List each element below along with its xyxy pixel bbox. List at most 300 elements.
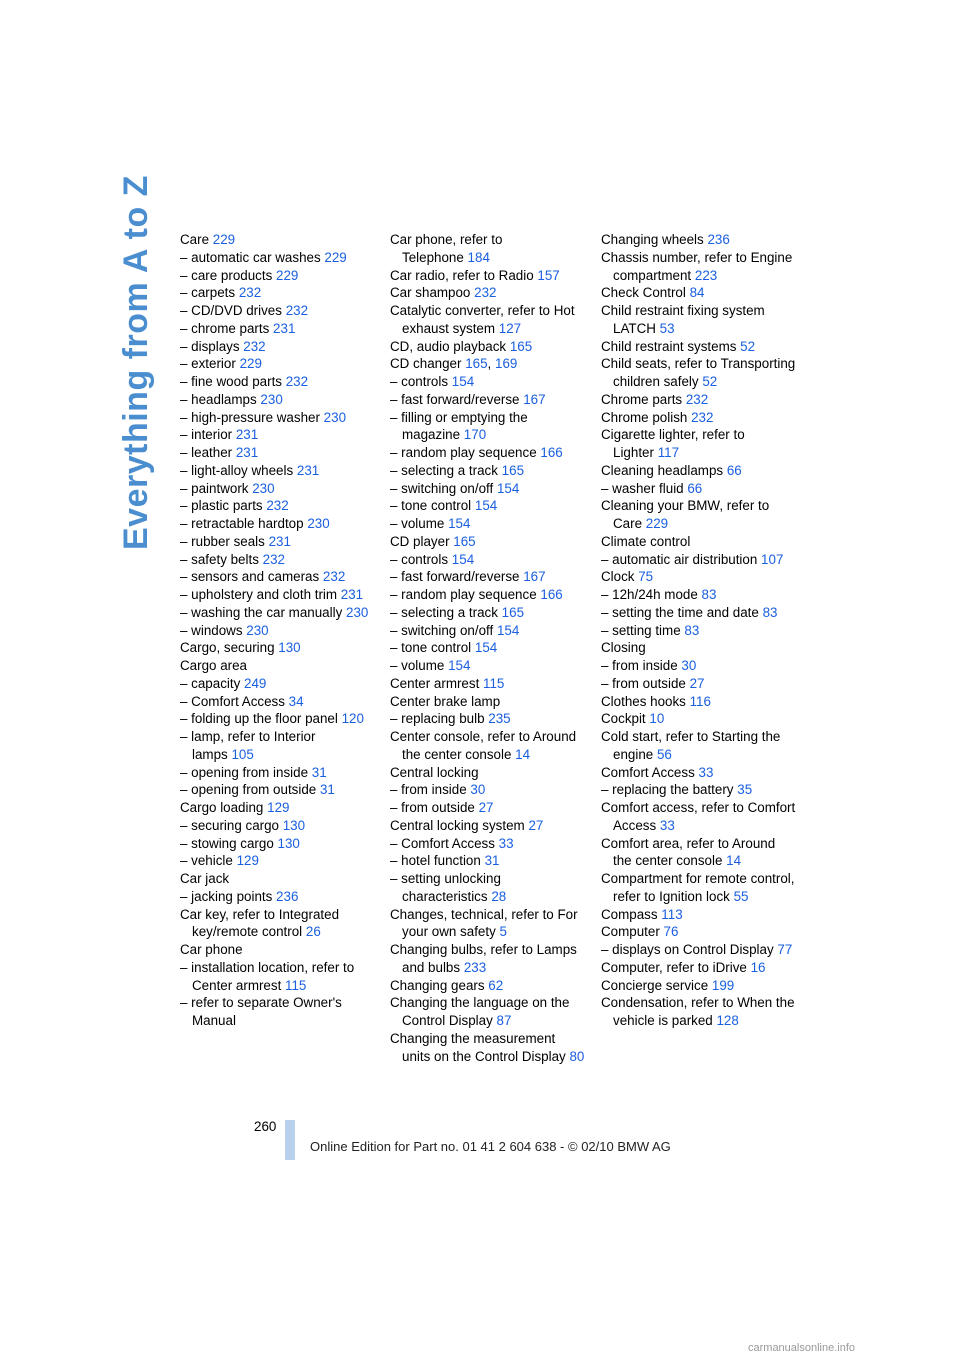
index-entry <box>390 533 585 551</box>
index-term: – stowing cargo <box>180 835 274 851</box>
page-reference-link[interactable]: 66 <box>726 462 742 478</box>
index-term: – hotel function <box>390 853 481 869</box>
page-reference-link[interactable]: 113 <box>661 906 683 922</box>
index-term: Car radio, refer to Radio <box>390 267 534 283</box>
index-term: – care products <box>180 267 273 283</box>
index-column-2 <box>390 231 585 1065</box>
index-entry <box>601 675 796 693</box>
index-term: – carpets <box>180 285 236 301</box>
index-entry <box>601 923 796 941</box>
index-term: – vehicle <box>180 853 233 869</box>
index-term: – selecting a track <box>390 604 498 620</box>
page-reference-link[interactable]: 53 <box>659 320 675 336</box>
page-reference-link[interactable]: 75 <box>638 569 654 585</box>
page-reference-link[interactable]: 165 <box>509 338 533 354</box>
index-entry <box>601 657 796 675</box>
index-entry <box>601 497 796 533</box>
index-entry <box>180 888 375 906</box>
index-term: Child restraint systems <box>601 338 737 354</box>
index-entry <box>390 835 585 853</box>
index-entry <box>390 764 585 782</box>
index-term: – fast forward/reverse <box>390 391 520 407</box>
page-reference-link[interactable]: 154 <box>448 516 471 531</box>
page-reference-link[interactable]: 166 <box>540 587 563 602</box>
index-entry <box>390 994 585 1030</box>
page-reference-link[interactable]: 232 <box>266 498 289 514</box>
index-entry <box>390 977 585 995</box>
page-reference-link[interactable]: 130 <box>278 640 301 656</box>
index-entry <box>390 373 585 391</box>
index-term: – upholstery and cloth trim <box>180 587 338 602</box>
index-term: Check Control <box>601 285 686 301</box>
page-reference-link[interactable]: 166 <box>540 445 563 460</box>
index-term: Center brake lamp <box>390 693 501 709</box>
index-term: Car key, refer to Integrated key/remote control <box>180 906 340 940</box>
index-entry <box>390 604 585 622</box>
page-reference-link[interactable]: 231 <box>296 462 320 478</box>
page-reference-link[interactable]: 27 <box>689 675 705 691</box>
page-reference-link[interactable]: 34 <box>288 693 304 709</box>
index-entry <box>180 373 375 391</box>
page-reference-link[interactable]: 10 <box>649 711 665 727</box>
footer-edition-text: Online Edition for Part no. 01 41 2 604 638 - © 02/10 BMW AG <box>310 1139 671 1154</box>
index-term: – exterior <box>180 356 236 372</box>
index-entry <box>180 817 375 835</box>
index-entry <box>390 781 585 799</box>
index-entry <box>601 586 796 604</box>
watermark-text: carmanualsonline.info <box>748 1342 856 1354</box>
index-term: Chassis number, refer to Engine compartment <box>601 249 793 283</box>
index-entry <box>390 515 585 533</box>
page-reference-link[interactable]: 229 <box>212 232 236 247</box>
index-term: CD changer <box>390 356 462 372</box>
page-reference-link[interactable]: 33 <box>698 764 714 780</box>
page-reference-link[interactable]: 52 <box>702 374 718 389</box>
page-reference-link[interactable]: 230 <box>260 391 283 407</box>
index-entry <box>601 338 796 356</box>
page-reference-link[interactable]: 231 <box>340 587 364 602</box>
index-entry <box>390 1030 585 1066</box>
page-reference-link[interactable]: 83 <box>762 604 778 620</box>
footer-accent-bar <box>285 1120 295 1160</box>
page-reference-link[interactable]: 167 <box>523 391 546 407</box>
page-reference-link[interactable]: 236 <box>707 232 730 247</box>
page-reference-link[interactable]: 129 <box>267 800 290 815</box>
index-term: Compass <box>601 906 658 922</box>
index-entry <box>390 728 585 764</box>
index-term: – from inside <box>390 782 467 798</box>
index-term: – jacking points <box>180 888 273 904</box>
index-term: – plastic parts <box>180 498 263 514</box>
index-entry <box>180 338 375 356</box>
page-reference-link[interactable]: 35 <box>737 782 753 798</box>
page-reference-link[interactable]: 232 <box>285 374 309 389</box>
index-term: – from outside <box>601 675 686 691</box>
index-entry <box>180 639 375 657</box>
page-reference-link[interactable]: 231 <box>268 533 291 549</box>
page-reference-link[interactable]: 229 <box>276 267 299 283</box>
page-reference-link[interactable]: 232 <box>322 569 346 585</box>
page-reference-link[interactable]: 30 <box>681 658 697 673</box>
index-term: Cleaning headlamps <box>601 462 724 478</box>
page-reference-link[interactable]: 232 <box>474 285 497 301</box>
index-entry <box>601 249 796 285</box>
index-term: Car shampoo <box>390 285 471 301</box>
index-term: – Comfort Access <box>180 693 285 709</box>
page-reference-link[interactable]: 230 <box>323 409 347 425</box>
page-reference-link[interactable]: 232 <box>238 285 262 301</box>
section-side-title: Everything from A to Z <box>117 175 155 550</box>
index-term: Comfort area, refer to Around the center console <box>601 835 776 869</box>
page-reference-link[interactable]: 231 <box>273 320 296 336</box>
index-entry <box>601 391 796 409</box>
page-reference-link[interactable]: 231 <box>235 427 259 443</box>
page-reference-link[interactable]: 127 <box>498 320 522 336</box>
index-term: Cargo, securing <box>180 640 275 656</box>
index-entry <box>601 604 796 622</box>
index-entry <box>390 231 585 267</box>
index-entry <box>601 355 796 391</box>
index-term: – setting the time and date <box>601 604 759 620</box>
page-reference-link[interactable]: 230 <box>246 622 269 638</box>
page-reference-link[interactable]: 16 <box>750 959 766 975</box>
page-reference-link[interactable]: 56 <box>656 746 672 762</box>
index-entry <box>601 568 796 586</box>
page-reference-link[interactable]: 236 <box>276 888 299 904</box>
index-term: – sensors and cameras <box>180 569 320 585</box>
page-reference-link[interactable]: 115 <box>483 675 505 691</box>
page-reference-link[interactable]: 184 <box>467 249 490 265</box>
index-entry <box>601 994 796 1030</box>
index-term: Central locking system <box>390 817 525 833</box>
index-term: – from outside <box>390 800 475 815</box>
index-term: – replacing the battery <box>601 782 734 798</box>
page-reference-link[interactable]: 107 <box>761 551 784 567</box>
index-entry <box>180 409 375 427</box>
page-reference-link[interactable]: 128 <box>716 1013 739 1028</box>
page-reference-link[interactable]: 230 <box>307 516 330 531</box>
page-reference-link[interactable]: 157 <box>537 267 560 283</box>
page-reference-link[interactable]: 28 <box>491 888 507 904</box>
page-reference-link[interactable]: 232 <box>285 303 309 318</box>
page-reference-link[interactable]: 84 <box>689 285 705 301</box>
page-reference-link[interactable]: 62 <box>488 977 504 993</box>
page-reference-link[interactable]: 5 <box>499 924 507 940</box>
index-term: – fast forward/reverse <box>390 569 520 585</box>
index-term: – fine wood parts <box>180 374 282 389</box>
index-entry <box>180 444 375 462</box>
page-reference-link[interactable]: 31 <box>484 853 500 869</box>
index-term: – washing the car manually <box>180 604 343 620</box>
page-reference-link[interactable]: 130 <box>277 835 300 851</box>
index-term: Cold start, refer to Starting the engine <box>601 729 781 762</box>
page-reference-link[interactable]: 14 <box>515 746 531 762</box>
index-entry <box>601 799 796 835</box>
index-term: – tone control <box>390 640 472 656</box>
page-reference-link[interactable]: 83 <box>684 622 700 638</box>
index-term: – random play sequence <box>390 587 537 602</box>
page-reference-link[interactable]: 76 <box>663 924 679 940</box>
index-term: – light-alloy wheels <box>180 462 294 478</box>
page-reference-link[interactable]: 230 <box>252 480 275 496</box>
index-entry <box>180 586 375 604</box>
page-reference-link[interactable]: 165 <box>465 356 488 372</box>
index-column-3 <box>601 231 796 1030</box>
index-entry <box>180 941 375 959</box>
page-reference-link[interactable]: 105 <box>231 746 254 762</box>
index-entry <box>180 710 375 728</box>
page-reference-link[interactable]: 249 <box>244 675 267 691</box>
index-entry <box>180 799 375 817</box>
page-reference-link[interactable]: 87 <box>496 1013 512 1028</box>
index-term: Cockpit <box>601 711 646 727</box>
index-term: Cargo loading <box>180 800 264 815</box>
index-term: Care <box>180 232 210 247</box>
index-term: – controls <box>390 374 449 389</box>
index-term: Changing bulbs, refer to Lamps and bulbs <box>390 942 577 975</box>
index-entry <box>601 551 796 569</box>
index-term: Concierge service <box>601 977 709 993</box>
page-reference-link[interactable]: 117 <box>657 445 680 460</box>
index-entry <box>601 462 796 480</box>
index-term: Chrome polish <box>601 409 688 425</box>
index-entry <box>601 693 796 711</box>
index-term: – retractable hardtop <box>180 516 304 531</box>
index-entry <box>601 710 796 728</box>
index-term: – securing cargo <box>180 817 279 833</box>
page-reference-link[interactable]: 115 <box>285 977 307 993</box>
page-reference-link[interactable]: 165 <box>453 533 476 549</box>
index-entry <box>180 675 375 693</box>
index-entry <box>180 906 375 942</box>
index-term: Computer <box>601 924 660 940</box>
index-entry <box>390 480 585 498</box>
index-entry <box>601 870 796 906</box>
page-reference-link[interactable]: 154 <box>496 480 520 496</box>
index-entry <box>601 959 796 977</box>
page-reference-link[interactable]: 154 <box>474 640 498 656</box>
index-entry <box>180 480 375 498</box>
index-entry <box>390 870 585 906</box>
index-term: – setting time <box>601 622 681 638</box>
index-entry <box>180 267 375 285</box>
index-entry <box>390 391 585 409</box>
page-reference-link[interactable]: 154 <box>451 374 475 389</box>
index-term: – 12h/24h mode <box>601 587 698 602</box>
index-term: Clothes hooks <box>601 693 686 709</box>
index-entry <box>390 284 585 302</box>
index-term: CD, audio playback <box>390 338 507 354</box>
page-reference-link[interactable]: 26 <box>305 924 321 940</box>
index-entry <box>390 568 585 586</box>
page-reference-link[interactable]: 229 <box>645 516 669 531</box>
index-entry <box>180 391 375 409</box>
index-term: – switching on/off <box>390 480 494 496</box>
index-entry <box>180 693 375 711</box>
page-reference-link[interactable]: 33 <box>659 817 675 833</box>
page-reference-link[interactable]: 165 <box>501 604 525 620</box>
index-term: Compartment for remote control, refer to Ignition lock <box>601 871 795 904</box>
index-term: – high-pressure washer <box>180 409 320 425</box>
index-entry <box>180 728 375 764</box>
index-term: – paintwork <box>180 480 249 496</box>
index-term: – chrome parts <box>180 320 270 336</box>
index-entry <box>601 835 796 871</box>
page-reference-link[interactable]: 167 <box>523 569 546 585</box>
index-entry <box>390 302 585 338</box>
index-term: Cleaning your BMW, refer to Care <box>601 498 770 531</box>
index-entry <box>601 941 796 959</box>
page-reference-link[interactable]: 232 <box>691 409 714 425</box>
index-entry <box>180 568 375 586</box>
page-reference-link[interactable]: 77 <box>777 942 793 957</box>
index-term: Closing <box>601 640 646 656</box>
index-entry <box>180 835 375 853</box>
page-reference-link[interactable]: 116 <box>689 693 711 709</box>
index-entry <box>180 533 375 551</box>
page-reference-link[interactable]: 170 <box>463 427 487 443</box>
index-entry <box>180 355 375 373</box>
index-entry: CD changer 165, 169 <box>390 356 518 372</box>
index-entry <box>601 480 796 498</box>
index-term: – headlamps <box>180 391 257 407</box>
index-entry <box>180 426 375 444</box>
index-term: Car jack <box>180 871 230 886</box>
index-entry <box>390 622 585 640</box>
index-term: – volume <box>390 658 445 673</box>
page-reference-link[interactable]: 232 <box>262 551 285 567</box>
page-reference-link[interactable]: 229 <box>324 249 347 265</box>
index-term: Condensation, refer to When the vehicle is parked <box>601 995 795 1028</box>
page-reference-link[interactable]: 154 <box>451 551 475 567</box>
index-entry <box>390 444 585 462</box>
index-entry <box>601 906 796 924</box>
index-entry <box>390 675 585 693</box>
page-reference-link[interactable]: 154 <box>448 658 471 673</box>
index-entry <box>601 639 796 657</box>
index-term: – capacity <box>180 675 241 691</box>
page-reference-link[interactable]: 52 <box>740 338 756 354</box>
page-reference-link[interactable]: 199 <box>711 977 735 993</box>
index-term: CD player <box>390 533 450 549</box>
index-entry <box>390 693 585 711</box>
index-entry <box>390 267 585 285</box>
index-term: Center console, refer to Around the center console <box>390 729 577 762</box>
index-entry <box>180 959 375 995</box>
index-entry <box>601 977 796 995</box>
page-reference-link[interactable]: 30 <box>470 782 486 798</box>
index-term: – CD/DVD drives <box>180 303 282 318</box>
index-term: Cargo area <box>180 658 247 673</box>
index-entry <box>390 941 585 977</box>
page-reference-link[interactable]: 232 <box>243 338 266 354</box>
index-entry <box>390 551 585 569</box>
page-reference-link[interactable]: 55 <box>733 888 749 904</box>
index-entry <box>601 622 796 640</box>
index-entry <box>180 249 375 267</box>
index-column-1 <box>180 231 375 1030</box>
page-reference-link[interactable]: 130 <box>282 817 306 833</box>
page-reference-link[interactable]: 231 <box>235 445 259 460</box>
index-entry <box>390 497 585 515</box>
page-reference-link[interactable]: 27 <box>478 800 494 815</box>
index-term: – volume <box>390 516 445 531</box>
index-term: – rubber seals <box>180 533 265 549</box>
page-reference-link[interactable]: 80 <box>569 1048 585 1064</box>
page-reference-link[interactable]: 154 <box>474 498 498 514</box>
index-term: – controls <box>390 551 449 567</box>
page-reference-link[interactable]: 154 <box>496 622 520 638</box>
page-reference-link[interactable]: 235 <box>488 711 511 727</box>
page-reference-link[interactable]: 129 <box>236 853 259 869</box>
page-reference-link[interactable]: 31 <box>311 764 327 780</box>
index-term: – displays <box>180 338 240 354</box>
index-entry <box>601 728 796 764</box>
index-entry <box>180 284 375 302</box>
page-reference-link[interactable]: 14 <box>726 853 742 869</box>
index-entry <box>180 622 375 640</box>
index-term: – washer fluid <box>601 480 684 496</box>
page-reference-link[interactable]: 230 <box>346 604 369 620</box>
index-term: Chrome parts <box>601 391 683 407</box>
index-entry <box>390 799 585 817</box>
index-term: Cigarette lighter, refer to Lighter <box>601 427 745 460</box>
index-term: Child seats, refer to Transporting children safely <box>601 356 796 389</box>
index-entry <box>180 852 375 870</box>
index-entry <box>601 781 796 799</box>
index-term: – interior <box>180 427 233 443</box>
page-reference-link[interactable]: 31 <box>319 782 335 798</box>
index-entry <box>390 462 585 480</box>
index-term: Catalytic converter, refer to Hot exhaust system <box>390 303 575 336</box>
index-term: – displays on Control Display <box>601 942 774 957</box>
index-term: – leather <box>180 445 233 460</box>
index-entry <box>601 302 796 338</box>
index-entry <box>601 231 796 249</box>
index-entry <box>180 604 375 622</box>
index-entry <box>180 302 375 320</box>
index-entry <box>601 409 796 427</box>
index-entry <box>180 515 375 533</box>
index-entry <box>390 710 585 728</box>
index-term: – safety belts <box>180 551 259 567</box>
index-term: Comfort access, refer to Comfort Access <box>601 800 796 833</box>
index-term: Changing the language on the Control Display <box>390 995 570 1028</box>
page-reference-link[interactable]: 165 <box>501 462 525 478</box>
index-term: – refer to separate Owner's Manual <box>180 995 342 1028</box>
page-number: 260 <box>254 1119 277 1134</box>
index-entry <box>180 994 375 1030</box>
index-entry <box>390 639 585 657</box>
page-reference-link[interactable]: 229 <box>239 356 262 372</box>
page-reference-link[interactable]: 83 <box>701 587 717 602</box>
page-reference-link[interactable]: 33 <box>498 835 514 851</box>
page-reference-link[interactable]: 66 <box>687 480 703 496</box>
index-term: – opening from outside <box>180 782 317 798</box>
page-reference-link[interactable]: 233 <box>463 959 487 975</box>
page-reference-link[interactable]: 223 <box>694 267 718 283</box>
page-reference-link[interactable]: 232 <box>685 391 709 407</box>
index-entry <box>601 426 796 462</box>
page-reference-link[interactable]: 169 <box>495 356 518 372</box>
index-entry <box>390 586 585 604</box>
index-entry <box>390 338 585 356</box>
index-entry <box>180 497 375 515</box>
index-term: – folding up the floor panel <box>180 711 338 727</box>
page-reference-link[interactable]: 27 <box>528 817 544 833</box>
page-reference-link[interactable]: 120 <box>341 711 364 727</box>
index-entry <box>601 533 796 551</box>
